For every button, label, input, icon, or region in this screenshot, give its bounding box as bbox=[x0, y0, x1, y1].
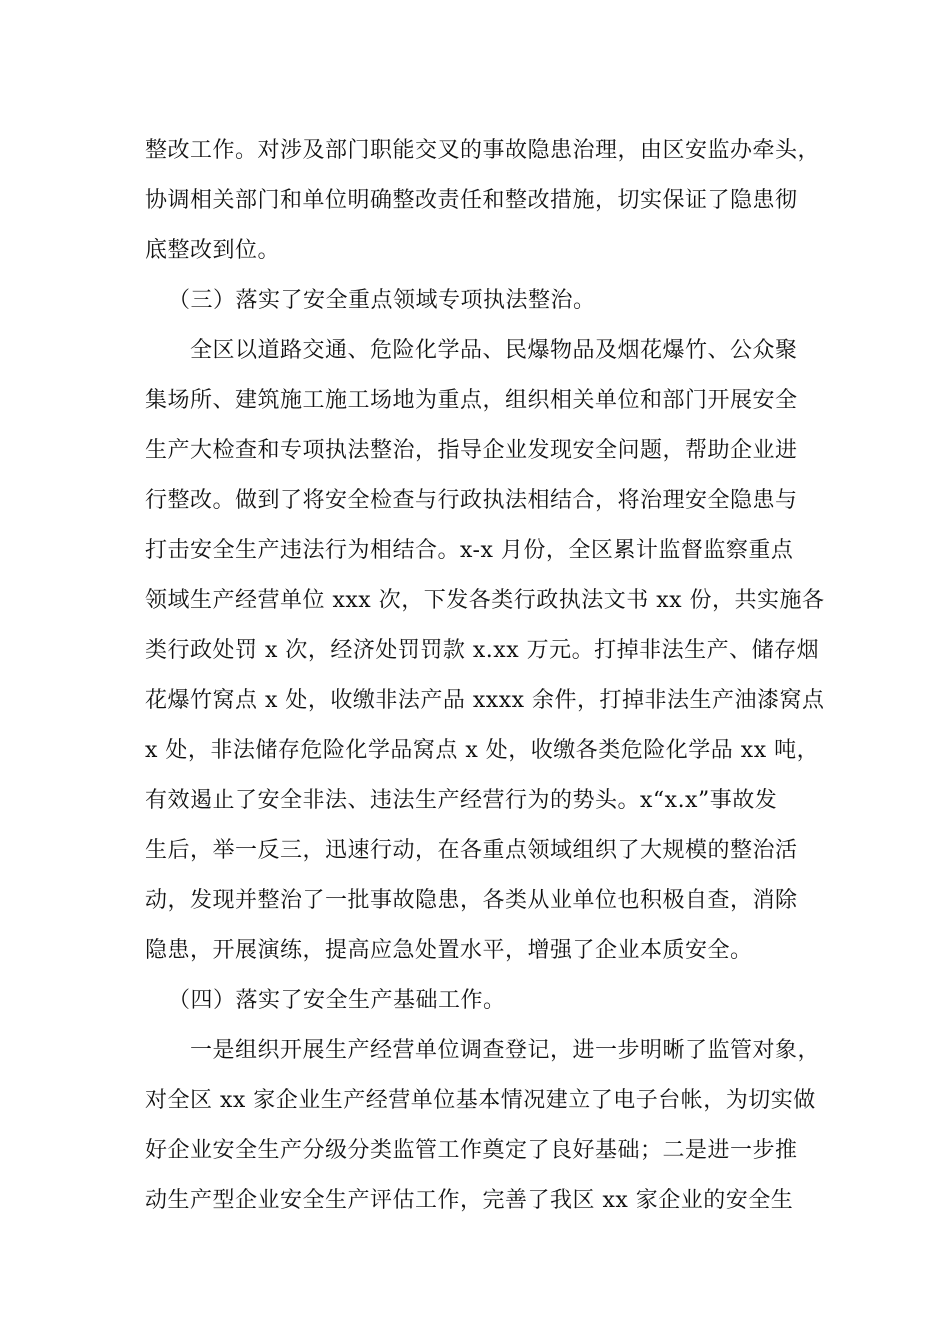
paragraph-line: 好企业安全生产分级分类监管工作奠定了良好基础；二是进一步推 bbox=[145, 1138, 798, 1163]
paragraph-line: 类行政处罚 x 次，经济处罚罚款 x.xx 万元。打掉非法生产、储存烟 bbox=[145, 638, 820, 663]
paragraph-line: 打击安全生产违法行为相结合。x-x 月份，全区累计监督监察重点 bbox=[145, 538, 794, 563]
paragraph-line: 行整改。做到了将安全检查与行政执法相结合，将治理安全隐患与 bbox=[145, 488, 798, 513]
paragraph-line: 生后，举一反三，迅速行动，在各重点领域组织了大规模的整治活 bbox=[145, 838, 798, 863]
paragraph-line: 协调相关部门和单位明确整改责任和整改措施，切实保证了隐患彻 bbox=[145, 188, 798, 213]
section-heading-3: （三）落实了安全重点领域专项执法整治。 bbox=[168, 288, 596, 313]
section-heading-4: （四）落实了安全生产基础工作。 bbox=[168, 988, 506, 1013]
paragraph-line: 领域生产经营单位 xxx 次，下发各类行政执法文书 xx 份，共实施各 bbox=[145, 588, 825, 613]
paragraph-line: 动，发现并整治了一批事故隐患，各类从业单位也积极自查，消除 bbox=[145, 888, 798, 913]
paragraph-line: 动生产型企业安全生产评估工作，完善了我区 xx 家企业的安全生 bbox=[145, 1188, 794, 1213]
paragraph-line: 有效遏止了安全非法、违法生产经营行为的势头。x“x.x”事故发 bbox=[145, 788, 778, 813]
paragraph-line: 整改工作。对涉及部门职能交叉的事故隐患治理，由区安监办牵头， bbox=[145, 138, 821, 163]
paragraph-line: 底整改到位。 bbox=[145, 238, 281, 263]
paragraph-line: 花爆竹窝点 x 处，收缴非法产品 xxxx 余件，打掉非法生产油漆窝点 bbox=[145, 688, 825, 713]
paragraph-line: 一是组织开展生产经营单位调查登记，进一步明晰了监管对象， bbox=[190, 1038, 821, 1063]
paragraph-line: 集场所、建筑施工施工场地为重点，组织相关单位和部门开展安全 bbox=[145, 388, 798, 413]
paragraph-line: 生产大检查和专项执法整治，指导企业发现安全问题，帮助企业进 bbox=[145, 438, 798, 463]
paragraph-line: 对全区 xx 家企业生产经营单位基本情况建立了电子台帐，为切实做 bbox=[145, 1088, 816, 1113]
paragraph-line: x 处，非法储存危险化学品窝点 x 处，收缴各类危险化学品 xx 吨， bbox=[145, 738, 820, 763]
paragraph-line: 全区以道路交通、危险化学品、民爆物品及烟花爆竹、公众聚 bbox=[190, 338, 798, 363]
paragraph-line: 隐患，开展演练，提高应急处置水平，增强了企业本质安全。 bbox=[145, 938, 753, 963]
